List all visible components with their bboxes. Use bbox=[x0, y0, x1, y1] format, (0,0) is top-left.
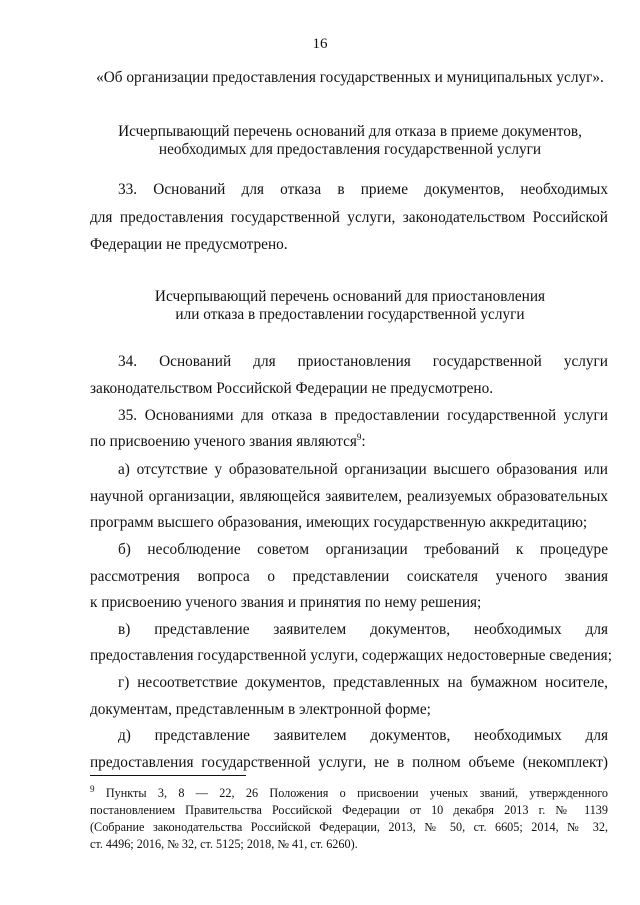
paragraph-line: по присвоению ученого звания являются$^9$: bbox=[90, 431, 366, 450]
paragraph-line: 35. Основаниями для отказа в предоставлении государственной услуги bbox=[118, 407, 608, 424]
paragraph-line: г) несоответствие документов, представленных на бумажном носителе, bbox=[118, 674, 608, 691]
paragraph-line: 34. Оснований для приостановления государственной услуги bbox=[118, 353, 608, 370]
section-heading-line: или отказа в предоставлении государственной услуги bbox=[175, 306, 525, 323]
footnote-line: $^9$ Пункты 3, 8 — 22, 26 Положения о присвоении ученых званий, утвержденного bbox=[90, 783, 608, 800]
section-heading-line: Исчерпывающий перечень оснований для отказа в приеме документов, bbox=[118, 123, 582, 140]
footnote-separator bbox=[90, 775, 246, 776]
paragraph-line: для предоставления государственной услуги, законодательством Российской bbox=[90, 209, 608, 226]
paragraph-line: предоставления государственной услуги, содержащих недостоверные сведения; bbox=[90, 647, 612, 664]
paragraph-line: к присвоению ученого звания и принятия по нему решения; bbox=[90, 594, 482, 611]
paragraph-line: д) представление заявителем документов, необходимых для bbox=[118, 727, 608, 744]
footnote-number: 9 bbox=[90, 783, 95, 794]
footnote-marker: 9 bbox=[356, 431, 362, 442]
section-heading-line: Исчерпывающий перечень оснований для приостановления bbox=[154, 288, 546, 305]
paragraph-line: рассмотрения вопроса о представлении соискателя ученого звания bbox=[90, 568, 608, 585]
paragraph-line: в) представление заявителем документов, необходимых для bbox=[118, 621, 608, 638]
paragraph-line: Федерации не предусмотрено. bbox=[90, 236, 288, 253]
paragraph-line: законодательством Российской Федерации не предусмотрено. bbox=[90, 380, 494, 397]
footnote-line: (Собрание законодательства Российской Федерации, 2013, № 50, ст. 6605; 2014, № 32, bbox=[90, 820, 608, 834]
footnote-line: постановлением Правительства Российской Федерации от 10 декабря 2013 г. № 1139 bbox=[90, 803, 608, 817]
section-heading-line: «Об организации предоставления государственных и муниципальных услуг». bbox=[96, 69, 604, 86]
page-number: 16 bbox=[312, 36, 328, 52]
paragraph-line: б) несоблюдение советом организации требований к процедуре bbox=[118, 541, 608, 558]
footnote-line: ст. 4496; 2016, № 32, ст. 5125; 2018, № 41, ст. 6260). bbox=[90, 837, 358, 851]
paragraph-line: научной организации, являющейся заявителем, реализуемых образовательных bbox=[90, 488, 608, 505]
paragraph-line: а) отсутствие у образовательной организации высшего образования или bbox=[118, 461, 608, 478]
paragraph-line: предоставления государственной услуги, не в полном объеме (некомплект) bbox=[90, 754, 608, 771]
paragraph-line: документам, представленным в электронной форме; bbox=[90, 701, 431, 718]
paragraph-line: программ высшего образования, имеющих государственную аккредитацию; bbox=[90, 514, 588, 531]
section-heading-line: необходимых для предоставления государственной услуги bbox=[158, 141, 542, 158]
paragraph-line: 33. Оснований для отказа в приеме документов, необходимых bbox=[118, 181, 608, 198]
